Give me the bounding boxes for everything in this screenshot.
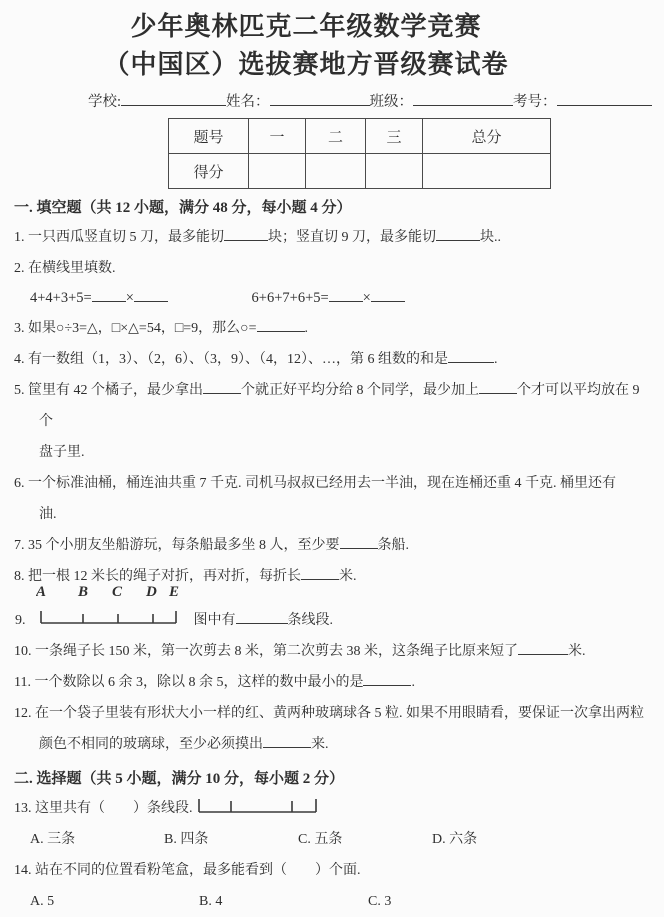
answer-blank [301,566,339,580]
text-run: 盘子里. [39,445,85,460]
option-b: B. 4 [199,894,223,909]
text-run: 8. 把一根 12 米长的绳子对折，再对折，每折长 [14,569,301,584]
point-label-e: E [168,584,179,600]
score-header-cell: 二 [306,119,366,154]
text-run: 来. [311,737,329,752]
class-field [370,90,514,114]
question-14-options [30,886,664,917]
answer-blank [257,318,305,332]
question-10 [14,636,656,667]
answer-blank [263,734,311,748]
text-run: × [362,290,371,306]
text-run: 6. 一个标准油桶，桶连油共重 7 千克. 司机马叔叔已经用去一半油，现在连桶还重 4 千克. 桶里还有 [14,476,616,491]
section1-heading: 一. 填空题（共 12 小题，满分 48 分，每小题 4 分） [14,200,352,216]
option-a: A. 5 [30,894,55,909]
option-a: A. 三条 [30,832,76,847]
score-cell [366,154,423,189]
answer-blank [134,287,168,302]
score-table [168,118,551,189]
score-header-cell: 一 [249,119,306,154]
text-run: 1. 一只西瓜竖直切 5 刀，最多能切 [14,230,224,245]
text-run: 13. 这里共有（ ）条线段. [14,801,193,816]
school-blank [121,91,226,106]
score-header-cell: 总分 [423,119,551,154]
question-9-number: 9. [15,613,26,628]
formula-2 [252,284,405,313]
text-run: 米. [568,644,586,659]
text-run: 块.. [480,230,501,245]
question-4 [14,344,656,375]
score-table-score-row [169,154,551,189]
question-13-text [14,801,193,816]
answer-blank [92,287,126,302]
text-run: 12. 在一个袋子里装有形状大小一样的红、黄两种玻璃球各 5 粒. 如果不用眼睛看，要保证一次拿出两粒 [14,706,644,721]
option-c: C. 3 [368,894,392,909]
school-field [88,90,226,114]
score-cell [306,154,366,189]
text-run: 3. 如果○÷3=△，□×△=54，□=9，那么○= [14,321,257,336]
text-run: . [494,352,498,367]
text-run: . [304,321,309,336]
answer-blank [448,349,494,363]
section2-heading: 二. 选择题（共 5 小题，满分 10 分，每小题 2 分） [14,771,345,787]
answer-blank [340,535,378,549]
answer-blank [479,380,517,394]
text-run: 图中有 [193,613,236,628]
text-run: 4+4+3+5= [30,290,92,306]
text-run: 2. 在横线里填数. [14,261,116,276]
question-5 [14,375,656,468]
question-9 [15,584,664,636]
point-label-d: D [145,584,157,600]
question-9-text [194,605,334,636]
answer-blank [224,227,268,241]
student-info-row [88,90,664,114]
answer-blank [329,287,363,302]
paper-title-line1: 少年奥林匹克二年级数学竞赛 [130,12,482,41]
name-blank [270,91,370,106]
question-13 [14,793,656,824]
question-14 [14,855,656,886]
name-field [226,90,370,114]
answer-blank [363,672,411,686]
text-run: 10. 一条绳子长 150 米，第一次剪去 8 米，第二次剪去 38 米，这条绳子比原来短了 [14,644,518,659]
text-run: 条线段. [287,613,333,628]
question-11 [14,667,656,698]
text-run: 6+6+7+6+5= [251,290,329,306]
point-label-c: C [111,584,122,600]
text-run: 块；竖直切 9 刀，最多能切 [268,230,436,245]
name-label: 姓名： [226,94,270,110]
question-3 [14,313,656,344]
text-run: 颜色不相同的玻璃球，至少必须摸出 [39,737,263,752]
text-run: 个才可以平均放在 9 个 [39,383,640,429]
text-run: 个就正好平均分给 8 个同学，最少加上 [241,383,479,398]
text-run: × [125,290,134,306]
line-segment-diagram-q13 [197,796,319,814]
text-run: 4. 有一数组（1，3）、（2，6）、（3，9）、（4，12）、…，第 6 组数的和是 [14,352,448,367]
option-c: C. 五条 [298,832,343,847]
question-6 [14,468,656,530]
text-run: 7. 35 个小朋友坐船游玩，每条船最多坐 8 人，至少要 [14,538,340,553]
text-run: 米. [339,569,357,584]
class-blank [413,91,513,106]
text-run: . [411,675,415,690]
point-label-a: A [35,584,46,600]
answer-blank [236,610,288,624]
text-run: 条船. [377,538,409,553]
option-b: B. 四条 [164,832,209,847]
question-2 [14,253,656,284]
exam-number-field [513,90,652,114]
question-13-options [30,824,664,855]
score-row-label: 得分 [169,154,249,189]
question-2-formulas [30,284,664,313]
question-1 [14,222,656,253]
text-run: 油. [39,507,57,522]
score-cell [249,154,306,189]
answer-blank [371,287,405,302]
exam-number-blank [557,91,652,106]
formula-1 [30,284,168,313]
school-label: 学校: [88,94,122,110]
line-segment-diagram-abcde [36,583,186,627]
exam-number-label: 考号： [513,94,557,110]
point-labels [36,584,179,600]
text-run: 11. 一个数除以 6 余 3，除以 8 余 5，这样的数中最小的是 [14,675,364,690]
score-header-cell: 题号 [169,119,249,154]
answer-blank [518,641,568,655]
text-run: 5. 筐里有 42 个橘子，最少拿出 [14,383,203,398]
answer-blank [436,227,480,241]
score-cell [423,154,551,189]
score-header-cell: 三 [366,119,423,154]
score-table-header-row [169,119,551,154]
segment-line-group [199,799,316,812]
paper-title-line2: （中国区）选拔赛地方晋级赛试卷 [103,50,509,79]
answer-blank [203,380,241,394]
question-7 [14,530,656,561]
class-label: 班级： [369,94,414,110]
paper-header [0,8,664,84]
text-run: 14. 站在不同的位置看粉笔盒，最多能看到（ ）个面. [14,863,361,878]
segment-line-group [41,611,176,623]
option-d: D. 六条 [432,832,478,847]
point-label-b: B [77,584,88,600]
question-12 [14,698,656,760]
